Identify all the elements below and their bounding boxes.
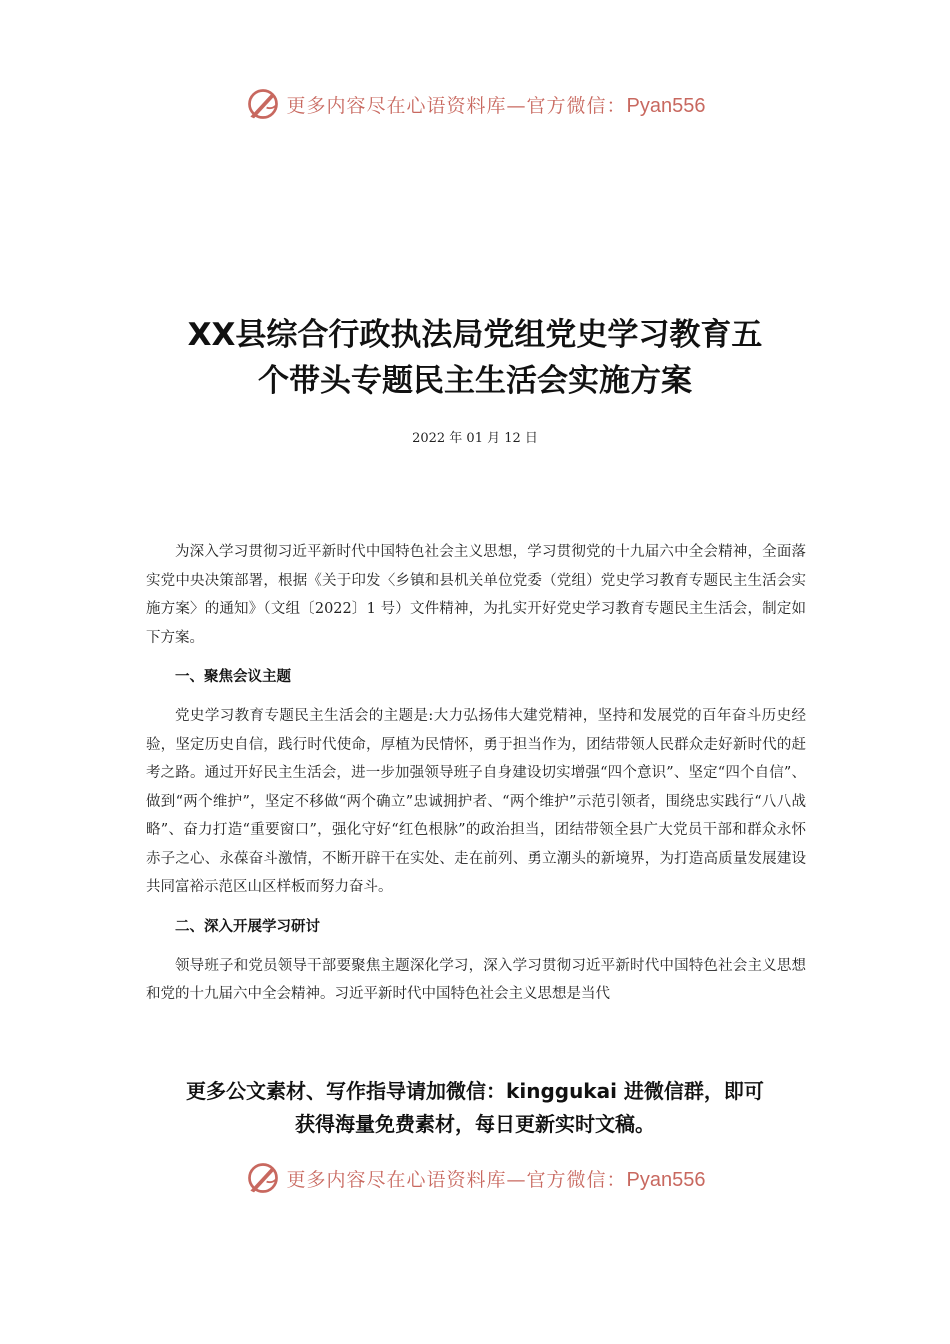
document-title (120, 312, 830, 404)
section-1-paragraph: 党史学习教育专题民主生活会的主题是:大力弘扬伟大建党精神，坚持和发展党的百年奋斗历史经验，坚定历史自信，践行时代使命，厚植为民情怀，勇于担当作为，团结带领人民群众走好新时代的赶考之路。通过开好民主生活会，进一步加强领导班子自身建设切实增强“四个意识”、坚定“四个自信”、做到“两个维护”，坚定不移做“两个确立”忠诚拥护者、“两个维护”示范引领者，围绕忠实践行“八八战略”、奋力打造“重要窗口”，强化守好“红色根脉”的政治担当，团结带领全县广大党员干部和群众永怀赤子之心、永葆奋斗激情，不断开辟干在实处、走在前列、勇立潮头的新境界，为打造高质量发展建设共同富裕示范区山区样板而努力奋斗。 (146, 708, 806, 895)
promo-line-2: 获得海量免费素材，每日更新实时文稿。 (295, 1112, 655, 1136)
document-body (146, 538, 806, 1009)
intro-paragraph: 为深入学习贯彻习近平新时代中国特色社会主义思想，学习贯彻党的十九届六中全会精神，全面落实党中央决策部署，根据《关于印发〈乡镇和县机关单位党委（党组）党史学习教育专题民主生活会实施方案〉的通知》（文组〔2022〕1 号）文件精神，为扎实开好党史学习教育专题民主生活会，制定如下方案。 (146, 544, 806, 646)
banner-text: 更多内容尽在心语资料库—官方微信： (286, 94, 627, 117)
library-logo-icon (245, 1160, 281, 1196)
section-2-paragraph: 领导班子和党员领导干部要聚焦主题深化学习，深入学习贯彻习近平新时代中国特色社会主义思想和党的十九届六中全会精神。习近平新时代中国特色社会主义思想是当代 (146, 957, 806, 1002)
section-1-heading: 一、聚焦会议主题 (175, 669, 291, 685)
header-watermark-banner (0, 84, 950, 124)
library-logo-icon (245, 86, 281, 122)
banner-text: 更多内容尽在心语资料库—官方微信： (286, 1168, 627, 1191)
banner-wechat-id: Pyan556 (626, 94, 706, 117)
promo-line-1: 更多公文素材、写作指导请加微信：kinggukai 进微信群，即可 (186, 1079, 764, 1103)
section-2-heading: 二、深入开展学习研讨 (175, 918, 320, 935)
title-line-1: XX县综合行政执法局党组党史学习教育五 (187, 317, 763, 353)
footer-watermark-banner (0, 1158, 950, 1198)
promo-notice (130, 1075, 820, 1141)
title-line-2: 个带头专题民主生活会实施方案 (258, 363, 692, 399)
banner-wechat-id: Pyan556 (626, 1168, 706, 1191)
document-date: 2022 年 01 月 12 日 (412, 431, 538, 446)
